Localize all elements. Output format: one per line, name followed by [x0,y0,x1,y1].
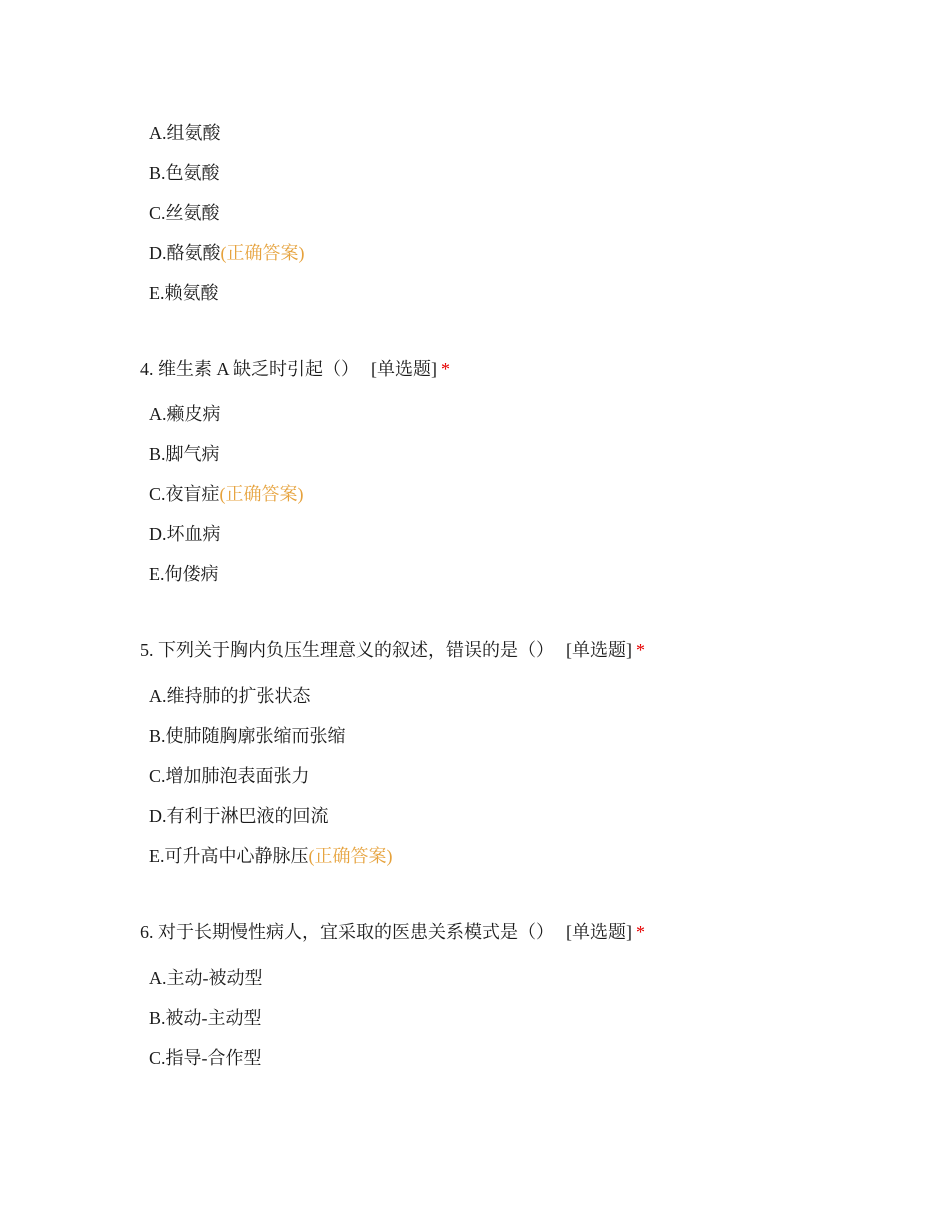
option-d [149,520,221,548]
question-title-row [140,355,450,383]
option-label: A.主动-被动型 [149,968,263,988]
option-e [149,279,219,307]
option-label: B.被动-主动型 [149,1008,262,1028]
option-b [149,159,220,187]
option-c [149,480,304,508]
question-type: [单选题] [371,359,438,379]
correct-answer-marker: (正确答案) [219,484,304,504]
option-label: C.丝氨酸 [149,203,220,223]
option-b [149,1004,262,1032]
option-label: C.指导-合作型 [149,1048,262,1068]
correct-answer-marker: (正确答案) [308,846,393,866]
question-type: [单选题] [566,922,632,942]
option-label: E.赖氨酸 [149,283,219,303]
option-c [149,199,220,227]
required-marker: * [636,922,645,942]
option-a [149,119,221,147]
option-c [149,1044,262,1072]
option-label: E.佝偻病 [149,564,219,584]
correct-answer-marker: (正确答案) [220,243,305,263]
option-label: D.有利于淋巴液的回流 [149,806,329,826]
option-label: B.色氨酸 [149,163,220,183]
option-label: D.坏血病 [149,524,221,544]
option-label: C.夜盲症 [149,484,220,504]
option-d [149,802,329,830]
question-title-row [140,918,645,946]
option-a [149,682,311,710]
option-d [149,239,305,267]
option-label: B.脚气病 [149,444,220,464]
option-b [149,722,346,750]
option-e [149,842,393,870]
question-type: [单选题] [566,640,632,660]
question-title: 4. 维生素 A 缺乏时引起（） [140,359,360,379]
option-b [149,440,220,468]
required-marker: * [636,640,645,660]
question-title: 5. 下列关于胸内负压生理意义的叙述，错误的是（） [140,640,554,660]
option-label: A.维持肺的扩张状态 [149,686,311,706]
option-a [149,964,263,992]
option-label: A.癞皮病 [149,404,221,424]
option-e [149,560,219,588]
required-marker: * [441,359,451,379]
question-title: 6. 对于长期慢性病人，宜采取的医患关系模式是（） [140,922,554,942]
option-label: A.组氨酸 [149,123,221,143]
option-label: C.增加肺泡表面张力 [149,766,310,786]
option-label: E.可升高中心静脉压 [149,846,309,866]
option-a [149,400,221,428]
question-title-row [140,636,645,664]
option-label: B.使肺随胸廓张缩而张缩 [149,726,346,746]
option-c [149,762,310,790]
option-label: D.酪氨酸 [149,243,221,263]
